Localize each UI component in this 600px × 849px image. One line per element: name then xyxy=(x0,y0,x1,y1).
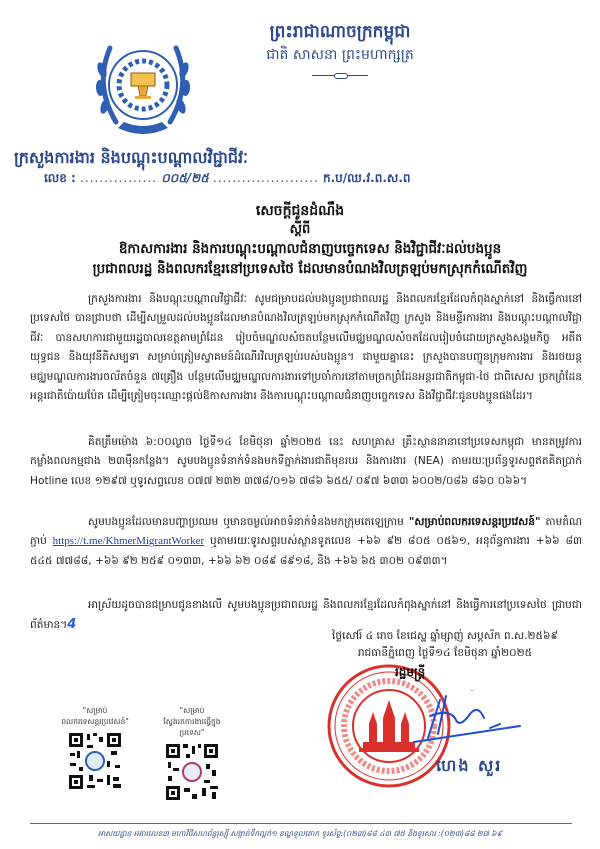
body-paragraph-1: ក្រសួងការងារ និងបណ្តុះបណ្តាលវិជ្ជាជីវៈ សូមជម្រាបដល់បងប្អូនប្រជាពលរដ្ឋ និងពលករខ្មែរដែលកំពុងស្នាក់នៅ និងធ្វើការនៅប្រទេសថៃ បានជ្រាបថា ដើម្បីសម្រួលដល់បងប្អូនដែលមានបំណងវិលត្រឡប់មកស្រុកកំណើតវិញ ក្រសួង និងមន្ទីរការងារ និងបណ្តុះបណ្តាលវិជ្ជាជីវៈ បានសហការជាមួយរដ្ឋបាលខេត្តតាមព្រំដែន រៀបចំមណ្ឌលសំចតបន្ថែមលើមជ្ឈមណ្ឌលសំចតដែលរៀបចំដោយក្រសួងសង្គមកិច្ច អតីតយុទ្ធជន និងយុវនីតិសម្បទា សម្រាប់ត្រៀមស្វាគមន៍ដំណើរវិលត្រឡប់របស់បងប្អូន។ ជាមួយគ្នានេះ ក្រសួងបានបញ្ជូនក្រុមការងារ និងរថយន្តមជ្ឈមណ្ឌលការងារចល័តចំនួន ៧គ្រឿង បន្ថែមលើមជ្ឈមណ្ឌលការងារទៅប្រចាំការនៅតាមច្រកព្រំដែនអន្តរជាតិកម្ពុជា-ថៃ ជាពិសេស ច្រកព្រំដែនអន្តរជាតិប៉ោយប៉ែត ដើម្បីត្រៀមចុះឈ្មោះផ្តល់ឱកាសការងារ និងការបណ្តុះបណ្តាលជំនាញបច្ចេកទេស និងវិជ្ជាជីវៈជូនបងប្អូនផងដែរ។ xyxy=(30,293,582,403)
national-motto: ជាតិ សាសនា ព្រះមហាក្សត្រ xyxy=(266,47,414,63)
initial-mark: 4 xyxy=(67,617,77,633)
signature-icon xyxy=(400,690,530,750)
body-paragraph-4: អាស្រ័យដូចបានជម្រាបជូនខាងលើ សូមបងប្អូនប្រជាពលរដ្ឋ និងពលករខ្មែរដែលកំពុងស្នាក់នៅ និងធ្វើការនៅប្រទេសថៃ ជ្រាបជាព័ត៌មាន។4 xyxy=(30,599,582,633)
signatory-name: ហេង សួរ xyxy=(436,756,503,775)
body-paragraph-3: សូមបងប្អូនដែលមានបញ្ហាប្រឈម ឬមានចម្ងល់អាចទំនាក់ទំនងមកក្រុមតេឡេក្រាម "សម្រាប់ពលករទេសន្តរប្រវេសន៍" តាមតំណភ្ជាប់ https://t.me/KhmerMigrantWorker ឬតាមរយៈទូរសព្ទរបស់ស្ថានទូតលេខ +៦៦ ៩២ ៨០៥ ០៥៦១, អនុព័ន្ធការងារ +៦៦ ៨៣ ៥៤៥ ៧៧៨៨, +៦៦ ៩២ ២៥៩ ០១៣៣, +៦៦ ៦២ ០៨៩ ៨៩១៨, និង +៦៦ ៦៥ ៣០២ ០៩៣៣។ xyxy=(30,516,582,567)
reference-label: លេខ : xyxy=(44,171,76,185)
notice-title: សេចក្តីជូនដំណឹង xyxy=(255,203,345,219)
kingdom-header xyxy=(230,20,450,78)
notice-subject-line2: ប្រជាពលរដ្ឋ និងពលករខ្មែរនៅប្រទេសថៃ ដែលមានបំណងវិលត្រឡប់មកស្រុកកំណើតវិញ xyxy=(92,261,528,277)
kingdom-title: ព្រះរាជាណាចក្រកម្ពុជា xyxy=(269,22,411,42)
qr-code-job-search[interactable]: "សម្រាប់ ស្វែងរកការងារធ្វើក្នុងប្រទេស" xyxy=(152,705,232,802)
reference-number: ០០៥/២៥ xyxy=(161,171,209,185)
qr-code-icon xyxy=(164,742,220,802)
telegram-link[interactable]: https://t.me/KhmerMigrantWorker xyxy=(52,535,205,548)
ministry-name: ក្រសួងការងារ និងបណ្តុះបណ្តាលវិជ្ជាជីវៈ xyxy=(14,148,248,167)
ornament-divider-icon xyxy=(312,72,368,78)
lunar-date: ថ្ងៃសៅរ៍ ៤ រោច ខែជេស្ឋ ឆ្នាំម្សាញ់ សប្តស័ក ព.ស.២៥៦៩ xyxy=(332,630,558,642)
footer-divider xyxy=(30,823,572,824)
ministry-logo-icon xyxy=(88,30,198,145)
body-paragraph-2: គិតត្រឹមម៉ោង ៦:០០ល្ងាច ថ្ងៃទី១៤ ខែមិថុនា ឆ្នាំ២០២៥ នេះ សហគ្រាស គ្រឹះស្ថាននានានៅប្រទេសកម្ពុជា មានតម្រូវការកម្លាំងពលកម្មជាង ២៣ម៉ឺនកន្លែង។ សូមបងប្អូនទំនាក់ទំនងមកទីភ្នាក់ងារជាតិមុខរបរ និងការងារ (NEA) តាមរយៈប្រព័ន្ធទូរសព្ទឥតគិតប្រាក់ Hotline លេខ ១២៩៧ ឬទូរសព្ទលេខ ០៧៧ ២៣២ ៣៧៨/០១៦ ៧៨៦ ៦៥៥/ ០៩៧ ៦៣៣ ៦០០២/០៨៦ ៨៦០ ០៦៦។ xyxy=(30,436,582,487)
notice-about: ស្តីពី xyxy=(289,222,311,237)
reference-line: លេខ : ................ ០០៥/២៥ ...................... ក.ប/ឈ.វ.ព.ស.ព xyxy=(44,171,411,185)
footer-address: អាសយដ្ឋាន អគារលេខ៣ មហាវិថីសហព័ន្ធរុស្ស៊ី សង្កាត់ទឹកល្អក់១ ខណ្ឌទួលគោក ទូរស័ព្ទ:(០២៣)៨៨ ៤៣ ៧៥ និងទូរសារ :(០២៣)៨៨ ២៧ ៦៩ xyxy=(98,829,502,838)
place-date: រាជធានីភ្នំពេញ ថ្ងៃទី១៤ ខែមិថុនា ឆ្នាំ២០២៥ xyxy=(357,647,533,659)
telegram-group-name: "សម្រាប់ពលករទេសន្តរប្រវេសន៍" xyxy=(408,516,541,528)
reference-code: ក.ប/ឈ.វ.ព.ស.ព xyxy=(322,171,411,185)
qr-code-migrant-workers[interactable]: "សម្រាប់ ពលករទេសន្តរប្រវេសន៍" xyxy=(55,705,135,791)
notice-subject-line1: ឱកាសការងារ និងការបណ្តុះបណ្តាលជំនាញបច្ចេកទេស និងវិជ្ជាជីវៈដល់បងប្អូន xyxy=(118,241,502,257)
qr-code-icon xyxy=(67,731,123,791)
date-block xyxy=(290,628,600,662)
signatory-title: រដ្ឋមន្ត្រី xyxy=(395,665,426,679)
